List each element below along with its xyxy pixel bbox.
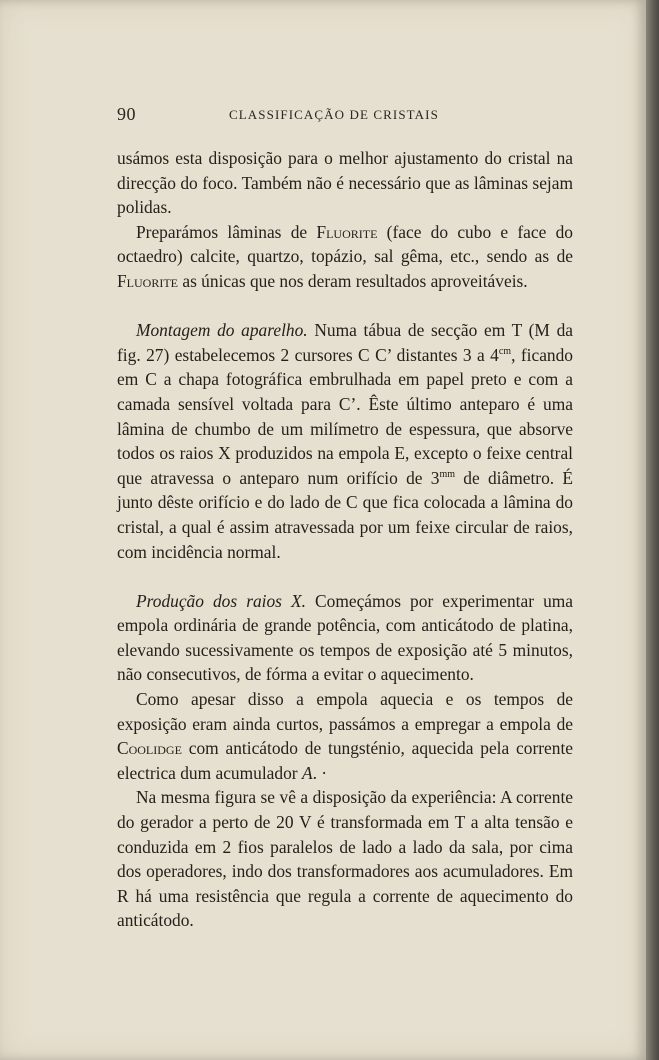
paragraph-laminas [117,220,573,294]
text-run: Começámos por experimentar uma empola ordinária de grande potência, com anticátodo de platina, elevando sucessivamente os tempos de exposição até 5 minutos, não consecutivos, de fórma a evitar o aquecimento. [117,590,574,685]
running-title: CLASSIFICAÇÃO DE CRISTAIS [229,107,439,122]
mineral-name: Fluorite [117,270,178,291]
text-run: Como apesar disso a empola aquecia e os tempos de exposição eram ainda curtos, passámos a empregar a empola de [117,689,573,734]
section-run-in-heading: Produção dos raios X. [136,590,306,611]
unit-superscript: cm [498,345,512,357]
proper-name: Coolidge [117,738,182,759]
unit-superscript: mm [439,468,456,480]
mineral-name: Fluorite [316,221,378,242]
text-run: com anticátodo de tungsténio, aquecida pela corrente electrica dum acumulador [117,738,573,783]
paragraph-continuation: usámos esta disposição para o melhor ajustamento do cristal na direcção do foco. Também não é necessário que as lâminas sejam polidas. [117,148,573,218]
body-text [117,146,573,933]
paragraph-experiencia: Na mesma figura se vê a disposição da experiência: A corrente do gerador a perto de 20 V é transformada em T a alta tensão e conduzida em 2 fios paralelos de lado a lado da sala, por cima dos operadores, indo dos transformadores aos acumuladores. Em R há uma resistência que regula a corrente de aquecimento do anticátodo. [117,787,573,931]
page-number: 90 [117,104,136,124]
paragraph-montagem [117,318,573,564]
text-run: de diâmetro. É junto dêste orifício e do lado de C que fica colocada a lâmina do cristal, a qual é assim atravessada por um feixe circular de raios, com incidência normal. [117,467,573,562]
variable-name: A [301,762,313,783]
text-run: Preparámos lâminas de [136,221,317,242]
text-run: as únicas que nos deram resultados aproveitáveis. [178,270,528,291]
text-run: . · [312,762,328,783]
text-run: , ficando em C a chapa fotográfica embrulhada em papel preto e com a camada sensível voltada para C’. Êste último anteparo é uma lâmina de chumbo de um milímetro de espessura, que absorve todos os raios X produzidos na empola E, excepto o feixe central que atravessa o anteparo num orifício de 3 [117,344,573,488]
book-spine-edge [646,0,659,1060]
paragraph-producao [117,589,573,687]
text-run: Numa tábua de secção em T (M da fig. 27) estabelecemos 2 cursores C C’ distantes 3 a 4 [117,320,573,365]
paragraph-coolidge [117,687,573,785]
running-head [117,104,573,124]
section-run-in-heading: Montagem do aparelho. [136,320,308,341]
text-run: (face do cubo e face do octaedro) calcite, quartzo, topázio, sal gêma, etc., sendo as de [117,221,573,267]
